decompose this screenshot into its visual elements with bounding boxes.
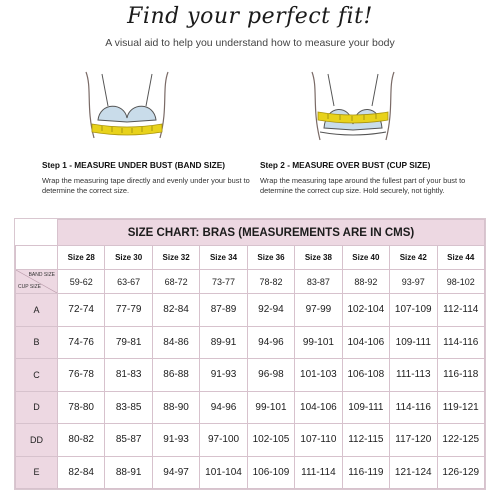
- measurement-cell: 104-106: [342, 326, 389, 359]
- measurement-cell: 85-87: [105, 424, 152, 457]
- measurement-cell: 106-108: [342, 359, 389, 392]
- size-chart: [14, 218, 486, 490]
- table-blank-corner: [16, 220, 58, 246]
- measurement-cell: 74-76: [58, 326, 105, 359]
- band-range-cell: 63-67: [105, 270, 152, 294]
- measurement-cell: 111-113: [390, 359, 437, 392]
- measurement-cell: 86-88: [152, 359, 199, 392]
- measurement-cell: 72-74: [58, 294, 105, 327]
- measurement-cell: 121-124: [390, 456, 437, 489]
- measurement-cell: 78-80: [58, 391, 105, 424]
- size-header-cell: Size 28: [58, 246, 105, 270]
- measurement-cell: 102-104: [342, 294, 389, 327]
- cup-size-label: CUP SIZE: [18, 284, 41, 290]
- measurement-cell: 77-79: [105, 294, 152, 327]
- measurement-cell: 122-125: [437, 424, 485, 457]
- measurement-cell: 88-90: [152, 391, 199, 424]
- table-row: [16, 326, 485, 359]
- measurement-cell: 76-78: [58, 359, 105, 392]
- band-range-cell: 68-72: [152, 270, 199, 294]
- measurement-cell: 97-99: [295, 294, 342, 327]
- size-header-cell: Size 32: [152, 246, 199, 270]
- step-1-title: Step 1 - MEASURE UNDER BUST (BAND SIZE): [42, 160, 226, 170]
- cup-size-label-cell: D: [16, 391, 58, 424]
- size-header-cell: Size 42: [390, 246, 437, 270]
- band-range-cell: 98-102: [437, 270, 485, 294]
- band-range-cell: 93-97: [390, 270, 437, 294]
- band-range-cell: 78-82: [247, 270, 294, 294]
- measurement-cell: 109-111: [342, 391, 389, 424]
- band-range-cell: 88-92: [342, 270, 389, 294]
- table-row: [16, 424, 485, 457]
- band-size-label: BAND SIZE: [28, 272, 55, 278]
- step-1-description: Wrap the measuring tape directly and evenly under your bust to determine the correct size.: [42, 176, 250, 195]
- band-range-cell: 73-77: [200, 270, 247, 294]
- measurement-cell: 111-114: [295, 456, 342, 489]
- table-row: [16, 456, 485, 489]
- measurement-cell: 99-101: [247, 391, 294, 424]
- measurement-cell: 102-105: [247, 424, 294, 457]
- measurement-cell: 94-96: [200, 391, 247, 424]
- measurement-cell: 80-82: [58, 424, 105, 457]
- cup-size-label-cell: DD: [16, 424, 58, 457]
- step-1: [42, 160, 272, 195]
- measurement-cell: 117-120: [390, 424, 437, 457]
- cup-size-label-cell: A: [16, 294, 58, 327]
- measurement-cell: 89-91: [200, 326, 247, 359]
- table-row: [16, 391, 485, 424]
- measurement-cell: 94-96: [247, 326, 294, 359]
- measurement-cell: 94-97: [152, 456, 199, 489]
- measurement-cell: 101-104: [200, 456, 247, 489]
- measurement-cell: 99-101: [295, 326, 342, 359]
- measurement-cell: 83-85: [105, 391, 152, 424]
- table-row: [16, 294, 485, 327]
- step-2-description: Wrap the measuring tape around the fullest part of your bust to determine the correct cup size. Hold securely, not tightly.: [260, 176, 466, 195]
- size-chart-table: [15, 219, 485, 489]
- measurement-cell: 84-86: [152, 326, 199, 359]
- measurement-cell: 106-109: [247, 456, 294, 489]
- measurement-cell: 82-84: [58, 456, 105, 489]
- size-header-cell: Size 36: [247, 246, 294, 270]
- measurement-cell: 92-94: [247, 294, 294, 327]
- bra-band-measure-illustration: [72, 68, 182, 148]
- page-subtitle: A visual aid to help you understand how to measure your body: [105, 37, 395, 49]
- size-header-cell: Size 40: [342, 246, 389, 270]
- page-title: Find your perfect fit!: [127, 4, 373, 29]
- measurement-cell: 91-93: [200, 359, 247, 392]
- table-blank-cell: [16, 246, 58, 270]
- measurement-cell: 81-83: [105, 359, 152, 392]
- measurement-cell: 114-116: [390, 391, 437, 424]
- step-2-title: Step 2 - MEASURE OVER BUST (CUP SIZE): [260, 160, 431, 170]
- measurement-cell: 109-111: [390, 326, 437, 359]
- measurement-cell: 97-100: [200, 424, 247, 457]
- measurement-cell: 104-106: [295, 391, 342, 424]
- band-range-cell: 59-62: [58, 270, 105, 294]
- step-2: [260, 160, 490, 195]
- measurement-cell: 119-121: [437, 391, 485, 424]
- size-header-cell: Size 38: [295, 246, 342, 270]
- measurement-cell: 112-115: [342, 424, 389, 457]
- measurement-cell: 107-109: [390, 294, 437, 327]
- measurement-cell: 82-84: [152, 294, 199, 327]
- size-header-cell: Size 30: [105, 246, 152, 270]
- measurement-cell: 79-81: [105, 326, 152, 359]
- size-header-cell: Size 44: [437, 246, 485, 270]
- measurement-cell: 88-91: [105, 456, 152, 489]
- measurement-cell: 114-116: [437, 326, 485, 359]
- measurement-cell: 91-93: [152, 424, 199, 457]
- size-chart-title: SIZE CHART: BRAS (MEASUREMENTS ARE IN CMS): [58, 220, 485, 246]
- size-header-cell: Size 34: [200, 246, 247, 270]
- measurement-cell: 101-103: [295, 359, 342, 392]
- cup-size-label-cell: E: [16, 456, 58, 489]
- measurement-cell: 96-98: [247, 359, 294, 392]
- band-range-cell: 83-87: [295, 270, 342, 294]
- measurement-cell: 112-114: [437, 294, 485, 327]
- measurement-cell: 87-89: [200, 294, 247, 327]
- measurement-cell: 126-129: [437, 456, 485, 489]
- bra-cup-measure-illustration: [298, 68, 408, 148]
- measurement-cell: 116-118: [437, 359, 485, 392]
- measurement-cell: 107-110: [295, 424, 342, 457]
- cup-size-label-cell: B: [16, 326, 58, 359]
- cup-size-label-cell: C: [16, 359, 58, 392]
- band-cup-corner-cell: [16, 270, 58, 294]
- table-row: [16, 359, 485, 392]
- measurement-cell: 116-119: [342, 456, 389, 489]
